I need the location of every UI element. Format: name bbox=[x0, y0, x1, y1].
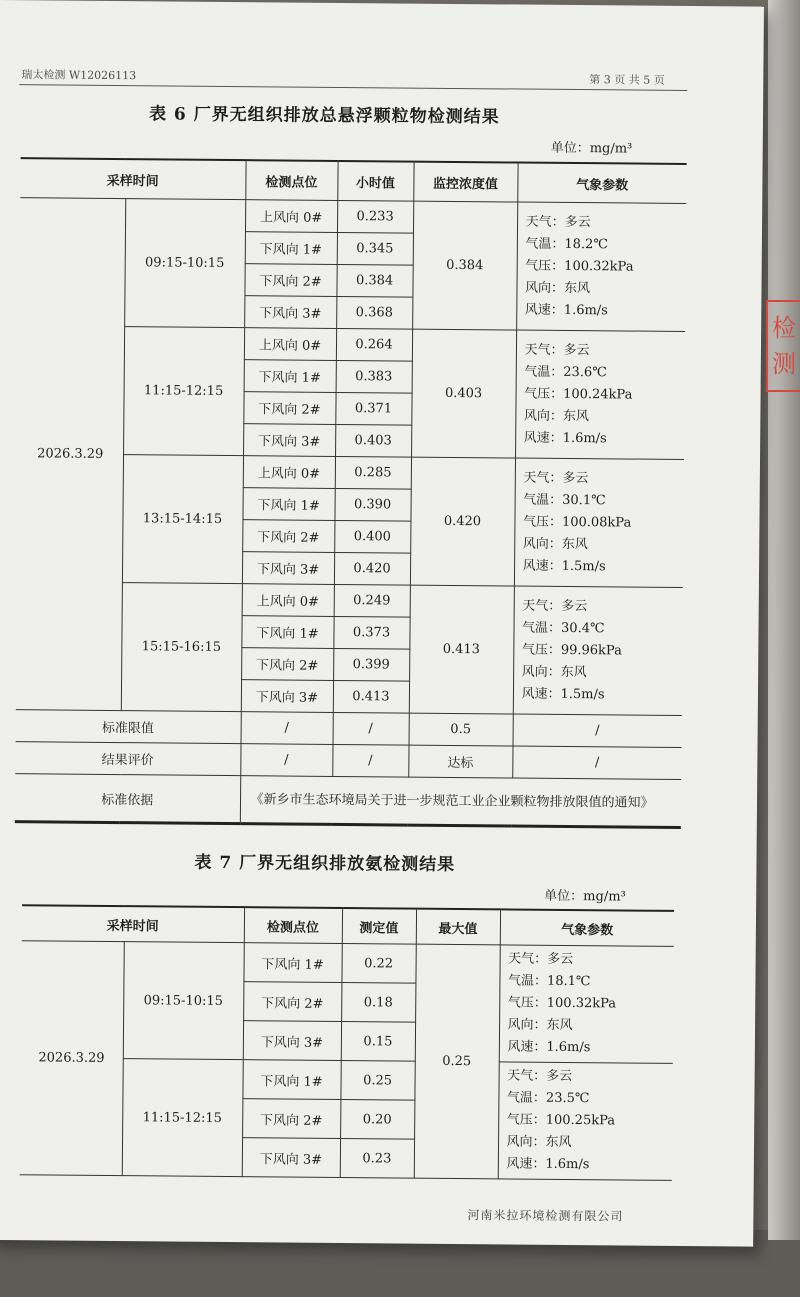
table6-unit: 单位：mg/m³ bbox=[550, 140, 633, 157]
monitor-point: 下风向 1# bbox=[242, 488, 334, 521]
monitor-point: 下风向 3# bbox=[243, 1021, 341, 1061]
standard-limit-label: 标准限值 bbox=[16, 710, 241, 744]
monitor-point: 下风向 3# bbox=[242, 1138, 340, 1178]
weather-line: 气温：23.6℃ bbox=[524, 364, 607, 380]
standard-limit-weather: / bbox=[513, 714, 682, 747]
weather-line: 天气：多云 bbox=[508, 951, 574, 968]
weather-params bbox=[498, 1062, 673, 1181]
sampling-time: 09:15-10:15 bbox=[124, 199, 245, 328]
hour-value: 0.390 bbox=[334, 488, 410, 521]
hour-value: 0.249 bbox=[334, 584, 410, 617]
monitor-point: 下风向 2# bbox=[241, 648, 333, 681]
sampling-date: 2026.3.29 bbox=[16, 198, 125, 711]
measured-value: 0.15 bbox=[341, 1022, 415, 1062]
weather-line: 风速：1.6m/s bbox=[507, 1039, 591, 1056]
monitor-point: 下风向 1# bbox=[245, 232, 337, 265]
sampling-date: 2026.3.29 bbox=[20, 941, 124, 1176]
monitor-point: 下风向 3# bbox=[242, 552, 334, 585]
weather-line: 天气：多云 bbox=[524, 342, 590, 358]
result-evaluation-label: 结果评价 bbox=[15, 742, 240, 776]
result-evaluation-monitor: 达标 bbox=[408, 745, 512, 778]
table7-unit: 单位：mg/m³ bbox=[544, 888, 626, 905]
max-value: 0.25 bbox=[414, 944, 500, 1179]
monitor-point: 下风向 1# bbox=[244, 360, 336, 393]
weather-line: 天气：多云 bbox=[523, 470, 589, 486]
page-number: 第 3 页 共 5 页 bbox=[589, 73, 665, 87]
sampling-time: 15:15-16:15 bbox=[121, 583, 242, 712]
table-row bbox=[20, 198, 686, 236]
sampling-time: 11:15-12:15 bbox=[122, 1059, 243, 1177]
monitor-point: 下风向 3# bbox=[243, 424, 335, 457]
table-row bbox=[21, 941, 673, 986]
weather-params bbox=[516, 202, 686, 331]
standard-basis-row bbox=[15, 774, 681, 828]
weather-line: 气压：100.32kPa bbox=[525, 258, 634, 275]
weather-line: 风速：1.5m/s bbox=[521, 686, 605, 702]
hour-value: 0.371 bbox=[335, 392, 411, 425]
monitor-point: 下风向 2# bbox=[242, 520, 334, 553]
weather-line: 风向：东风 bbox=[521, 664, 587, 680]
monitor-point: 下风向 1# bbox=[241, 616, 333, 649]
hour-value: 0.285 bbox=[335, 456, 411, 489]
weather-line: 气压：100.25kPa bbox=[506, 1112, 616, 1129]
company-name: 河南米拉环境检测有限公司 bbox=[467, 1208, 624, 1224]
weather-line: 天气：多云 bbox=[522, 598, 588, 614]
hour-value: 0.413 bbox=[333, 680, 409, 713]
weather-line: 气温：23.5℃ bbox=[506, 1090, 590, 1107]
weather-line: 风向：东风 bbox=[522, 536, 588, 552]
weather-line: 气压：100.08kPa bbox=[522, 514, 632, 531]
header-weather: 气象参数 bbox=[517, 163, 686, 204]
hour-value: 0.373 bbox=[333, 616, 409, 649]
sampling-time: 13:15-14:15 bbox=[122, 455, 243, 584]
weather-line: 风向：东风 bbox=[523, 408, 589, 424]
result-evaluation-weather: / bbox=[512, 746, 681, 779]
monitor-concentration: 0.420 bbox=[410, 457, 515, 586]
monitor-concentration: 0.403 bbox=[411, 329, 516, 458]
monitor-point: 下风向 3# bbox=[241, 680, 333, 713]
hour-value: 0.368 bbox=[336, 296, 412, 329]
hour-value: 0.233 bbox=[337, 200, 413, 233]
monitor-point: 下风向 2# bbox=[244, 264, 336, 297]
header-measured-value: 测定值 bbox=[342, 908, 416, 944]
weather-line: 气温：18.1℃ bbox=[507, 973, 591, 990]
result-evaluation-point: / bbox=[240, 744, 332, 777]
standard-limit-point: / bbox=[241, 712, 333, 745]
weather-line: 风向：东风 bbox=[524, 280, 591, 296]
weather-line: 风速：1.6m/s bbox=[523, 430, 607, 446]
weather-line: 天气：多云 bbox=[525, 214, 591, 230]
measured-value: 0.22 bbox=[341, 944, 415, 984]
monitor-point: 下风向 2# bbox=[242, 1099, 340, 1139]
monitor-concentration: 0.384 bbox=[412, 201, 517, 330]
hour-value: 0.384 bbox=[336, 264, 412, 297]
monitor-point: 上风向 0# bbox=[243, 456, 335, 489]
weather-line: 气温：18.2℃ bbox=[525, 236, 608, 252]
weather-line: 风速：1.5m/s bbox=[522, 558, 606, 574]
result-evaluation-hour: / bbox=[332, 744, 408, 777]
weather-line: 风向：东风 bbox=[506, 1134, 572, 1151]
monitor-point: 上风向 0# bbox=[245, 200, 337, 233]
measured-value: 0.18 bbox=[341, 983, 415, 1023]
sampling-time: 09:15-10:15 bbox=[123, 942, 244, 1060]
weather-params bbox=[514, 458, 684, 587]
weather-line: 气压：100.32kPa bbox=[507, 995, 617, 1012]
table7 bbox=[20, 904, 674, 1181]
header-sampling-time: 采样时间 bbox=[22, 905, 244, 942]
weather-line: 气压：99.96kPa bbox=[521, 642, 622, 658]
monitor-point: 下风向 1# bbox=[243, 943, 341, 983]
table7-title: 表 7 厂界无组织排放氨检测结果 bbox=[194, 852, 456, 876]
weather-line: 风速：1.6m/s bbox=[524, 302, 608, 318]
seal-stamp bbox=[766, 300, 800, 392]
weather-line: 气压：100.24kPa bbox=[524, 386, 633, 403]
monitor-point: 上风向 0# bbox=[244, 328, 336, 361]
weather-line: 气温：30.4℃ bbox=[521, 620, 605, 636]
weather-line: 风向：东风 bbox=[507, 1017, 573, 1034]
hour-value: 0.345 bbox=[337, 232, 413, 265]
header-point: 检测点位 bbox=[245, 160, 337, 200]
hour-value: 0.264 bbox=[336, 328, 412, 361]
table6 bbox=[15, 157, 687, 829]
measured-value: 0.20 bbox=[340, 1100, 414, 1140]
weather-params bbox=[499, 945, 674, 1064]
hour-value: 0.399 bbox=[333, 648, 409, 681]
monitor-point: 下风向 3# bbox=[244, 296, 336, 329]
header-rule bbox=[19, 84, 687, 91]
header-hour-value: 小时值 bbox=[337, 161, 413, 201]
measured-value: 0.23 bbox=[340, 1139, 414, 1179]
weather-params bbox=[513, 586, 683, 715]
monitor-point: 下风向 2# bbox=[243, 392, 335, 425]
header-sampling-time: 采样时间 bbox=[20, 158, 245, 199]
monitor-point: 下风向 2# bbox=[243, 982, 341, 1022]
monitor-concentration: 0.413 bbox=[409, 585, 514, 714]
header-point: 检测点位 bbox=[244, 907, 342, 943]
hour-value: 0.383 bbox=[336, 360, 412, 393]
weather-line: 风速：1.6m/s bbox=[506, 1156, 590, 1173]
hour-value: 0.420 bbox=[334, 552, 410, 585]
weather-params bbox=[515, 330, 685, 459]
hour-value: 0.400 bbox=[334, 520, 410, 553]
hour-value: 0.403 bbox=[335, 424, 411, 457]
sampling-time: 11:15-12:15 bbox=[123, 327, 244, 456]
report-number: 瑞太检测 W12026113 bbox=[21, 68, 137, 83]
weather-line: 天气：多云 bbox=[507, 1068, 573, 1085]
measured-value: 0.25 bbox=[340, 1061, 414, 1101]
header-monitor-value: 监控浓度值 bbox=[413, 162, 517, 202]
header-weather: 气象参数 bbox=[500, 909, 674, 946]
standard-basis-text: 《新乡市生态环境局关于进一步规范工业企业颗粒物排放限值的通知》 bbox=[240, 776, 681, 828]
page-edge bbox=[768, 0, 800, 1240]
standard-basis-label: 标准依据 bbox=[15, 774, 240, 824]
table6-title: 表 6 厂界无组织排放总悬浮颗粒物检测结果 bbox=[148, 104, 500, 128]
header-max-value: 最大值 bbox=[416, 909, 500, 945]
monitor-point: 上风向 0# bbox=[242, 584, 334, 617]
weather-line: 气温：30.1℃ bbox=[523, 492, 606, 508]
standard-limit-monitor: 0.5 bbox=[409, 713, 513, 746]
standard-limit-hour: / bbox=[333, 712, 409, 745]
monitor-point: 下风向 1# bbox=[242, 1060, 340, 1100]
stamp-text: 检测 bbox=[772, 314, 796, 378]
